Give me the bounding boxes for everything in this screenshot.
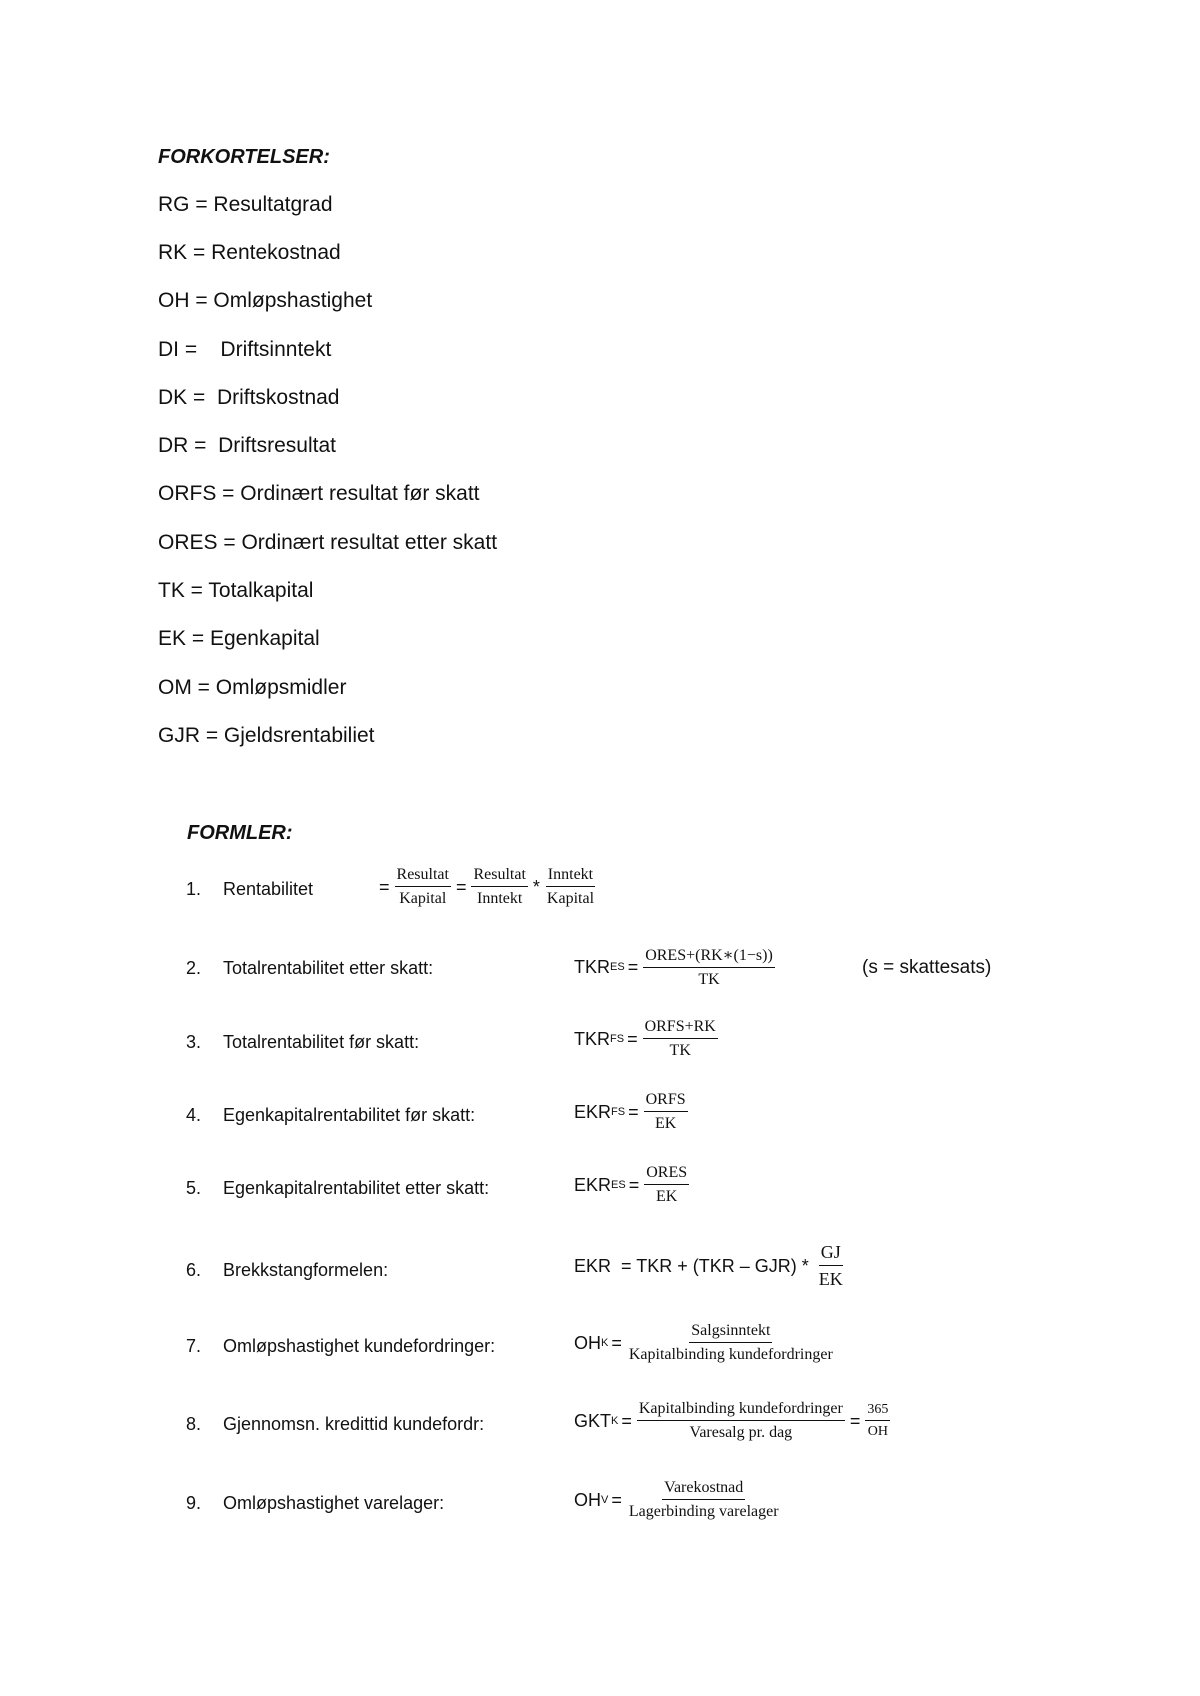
- formula-5-number: 5.: [186, 1178, 202, 1198]
- formula-2-expression: TKR ES = $\frac{\text{ORES+(RK∗(1−s))}}{TK}$: [574, 947, 773, 988]
- formula-9-name: Omløpshastighet varelager:: [223, 1493, 445, 1513]
- formulas-heading: FORMLER:: [187, 822, 293, 844]
- formula-3-name: Totalrentabilitet før skatt:: [223, 1032, 420, 1052]
- abbreviation-rg: RG = Resultatgrad: [158, 193, 333, 216]
- abbreviation-orfs: ORFS = Ordinært resultat før skatt: [158, 482, 480, 505]
- formula-8-expression: GKT K = $\frac{\text{Kapitalbinding kundefordringer}}{\text{Varesalg pr. dag}}$ = $\frac{365}{OH}$: [574, 1400, 889, 1441]
- abbreviation-dk: DK = Driftskostnad: [158, 386, 340, 409]
- formula-7-number: 7.: [186, 1336, 202, 1356]
- abbreviation-ek: EK = Egenkapital: [158, 627, 320, 650]
- formula-4-number: 4.: [186, 1105, 202, 1125]
- abbreviation-ores: ORES = Ordinært resultat etter skatt: [158, 531, 498, 554]
- formula-7-name: Omløpshastighet kundefordringer:: [223, 1336, 496, 1356]
- formula-6-number: 6.: [186, 1260, 202, 1280]
- formula-1-name: Rentabilitet: [223, 879, 314, 899]
- formula-8-number: 8.: [186, 1414, 202, 1434]
- formula-2-name: Totalrentabilitet etter skatt:: [223, 958, 434, 978]
- formula-1-expression: = $\frac{\text{Resultat}}{\text{Kapital}}$ = $\frac{\text{Resultat}}{\text{Inntekt}}$ * $\frac{\text{Inntekt}}{\text{Kapital}}$: [379, 866, 595, 907]
- formula-6-expression: EKR = TKR + (TKR – GJR) * $\frac{GJ}{EK}$: [574, 1242, 843, 1289]
- formula-9-number: 9.: [186, 1493, 202, 1513]
- abbreviation-gjr: GJR = Gjeldsrentabiliet: [158, 724, 375, 747]
- abbreviation-di: DI = Driftsinntekt: [158, 338, 332, 361]
- formula-3-expression: TKR FS = $\frac{\text{ORFS+RK}}{TK}$: [574, 1018, 716, 1059]
- formula-4-expression: EKR FS = $\frac{\text{ORFS}}{EK}$: [574, 1091, 686, 1132]
- abbreviation-om: OM = Omløpsmidler: [158, 676, 347, 699]
- formula-3-number: 3.: [186, 1032, 202, 1052]
- formula-4-name: Egenkapitalrentabilitet før skatt:: [223, 1105, 476, 1125]
- formula-2-note: (s = skattesats): [862, 957, 992, 978]
- formula-8-name: Gjennomsn. kredittid kundefordr:: [223, 1414, 485, 1434]
- formula-7-expression: OH K = $\frac{\text{Salgsinntekt}}{\text{Kapitalbinding kundefordringer}}$: [574, 1322, 833, 1363]
- formula-2-number: 2.: [186, 958, 202, 978]
- formula-5-name: Egenkapitalrentabilitet etter skatt:: [223, 1178, 490, 1198]
- abbreviation-tk: TK = Totalkapital: [158, 579, 314, 602]
- formula-1-number: 1.: [186, 879, 202, 899]
- abbreviation-rk: RK = Rentekostnad: [158, 241, 341, 264]
- abbreviation-dr: DR = Driftsresultat: [158, 434, 336, 457]
- formula-5-expression: EKR ES = $\frac{\text{ORES}}{EK}$: [574, 1164, 688, 1205]
- abbreviation-oh: OH = Omløpshastighet: [158, 289, 373, 312]
- abbreviations-heading: FORKORTELSER:: [158, 146, 330, 168]
- formula-9-expression: OH V = $\frac{\text{Varekostnad}}{\text{Lagerbinding varelager}}$: [574, 1479, 779, 1520]
- formula-6-name: Brekkstangformelen:: [223, 1260, 389, 1280]
